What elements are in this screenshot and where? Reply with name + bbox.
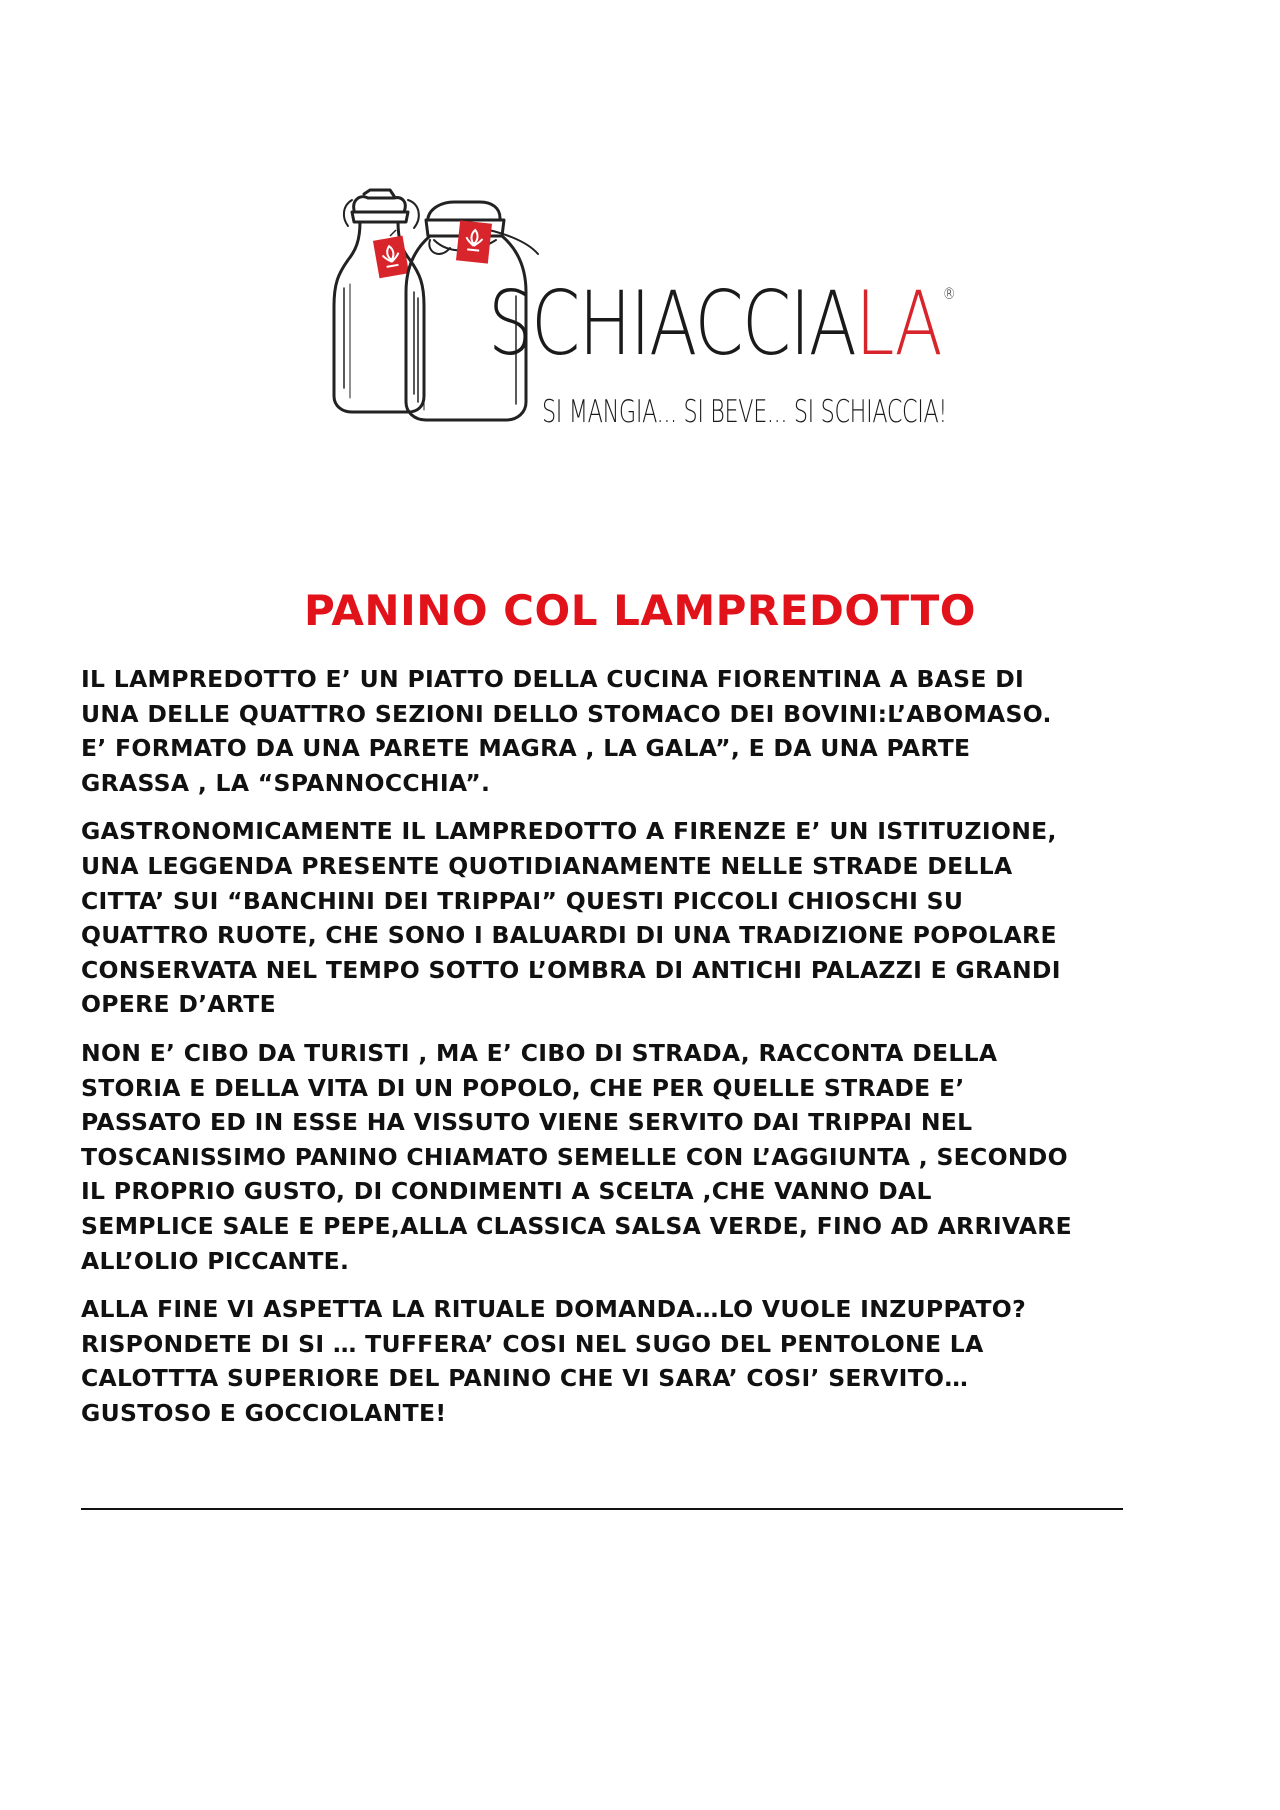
paragraph-tradition: GASTRONOMICAMENTE IL LAMPREDOTTO A FIRENZE E’ UN ISTITUZIONE, UNA LEGGENDA PRESENTE QUOTIDIANAMENTE NELLE STRADE DELLA CITTA’ SUI “BANCHINI DEI TRIPPAI” QUESTI PICCOLI CHIOSCHI SU QUATTRO RUOTE, CHE SONO I BALUARDI DI UNA TRADIZIONE POPOLARE CONSERVATA NEL TEMPO SOTTO L’OMBRA DI ANTICHI PALAZZI E GRANDI OPERE D’ARTE: [81, 817, 1061, 1019]
brand-wordmark: [488, 272, 954, 375]
paragraph-ritual: ALLA FINE VI ASPETTA LA RITUALE DOMANDA…LO VUOLE INZUPPATO? RISPONDETE DI SI … TUFFERA’ COSI NEL SUGO DEL PENTOLONE LA CALOTTTA SUPERIORE DEL PANINO CHE VI SARA’ COSI’ SERVITO… GUSTOSO E GOCCIOLANTE!: [81, 1295, 1027, 1427]
paragraph-street-food: NON E’ CIBO DA TURISTI , MA E’ CIBO DI STRADA, RACCONTA DELLA STORIA E DELLA VITA DI UN POPOLO, CHE PER QUELLE STRADE E’ PASSATO ED IN ESSE HA VISSUTO VIENE SERVITO DAI TRIPPAI NEL TOSCANISSIMO PANINO CHIAMATO SEMELLE CON L’AGGIUNTA , SECONDO IL PROPRIO GUSTO, DI CONDIMENTI A SCELTA ,CHE VANNO DAL SEMPLICE SALE E PEPE,ALLA CLASSICA SALSA VERDE, FINO AD ARRIVARE ALL’OLIO PICCANTE.: [81, 1038, 1073, 1275]
florentine-lily-tag-icon: [456, 220, 492, 263]
brand-wordmark-red: LA: [855, 272, 942, 375]
swing-top-bottle-icon: [334, 190, 424, 412]
registered-mark: ®: [942, 284, 954, 303]
article-body: [81, 662, 1201, 1444]
paragraph-definition: IL LAMPREDOTTO E’ UN PIATTO DELLA CUCINA FIORENTINA A BASE DI UNA DELLE QUATTRO SEZIONI DELLO STOMACO DEI BOVINI:L’ABOMASO. E’ FORMATO DA UNA PARETE MAGRA , LA GALA”, E DA UNA PARTE GRASSA , LA “SPANNOCCHIA”.: [81, 665, 1052, 797]
horizontal-divider: [81, 1508, 1123, 1510]
florentine-lily-tag-icon: [373, 230, 409, 278]
brand-wordmark-black: SCHIACCIA: [488, 272, 856, 375]
brand-tagline: SI MANGIA... SI BEVE... SI SCHIACCIA!: [542, 394, 948, 430]
page-title: PANINO COL LAMPREDOTTO: [303, 586, 976, 635]
